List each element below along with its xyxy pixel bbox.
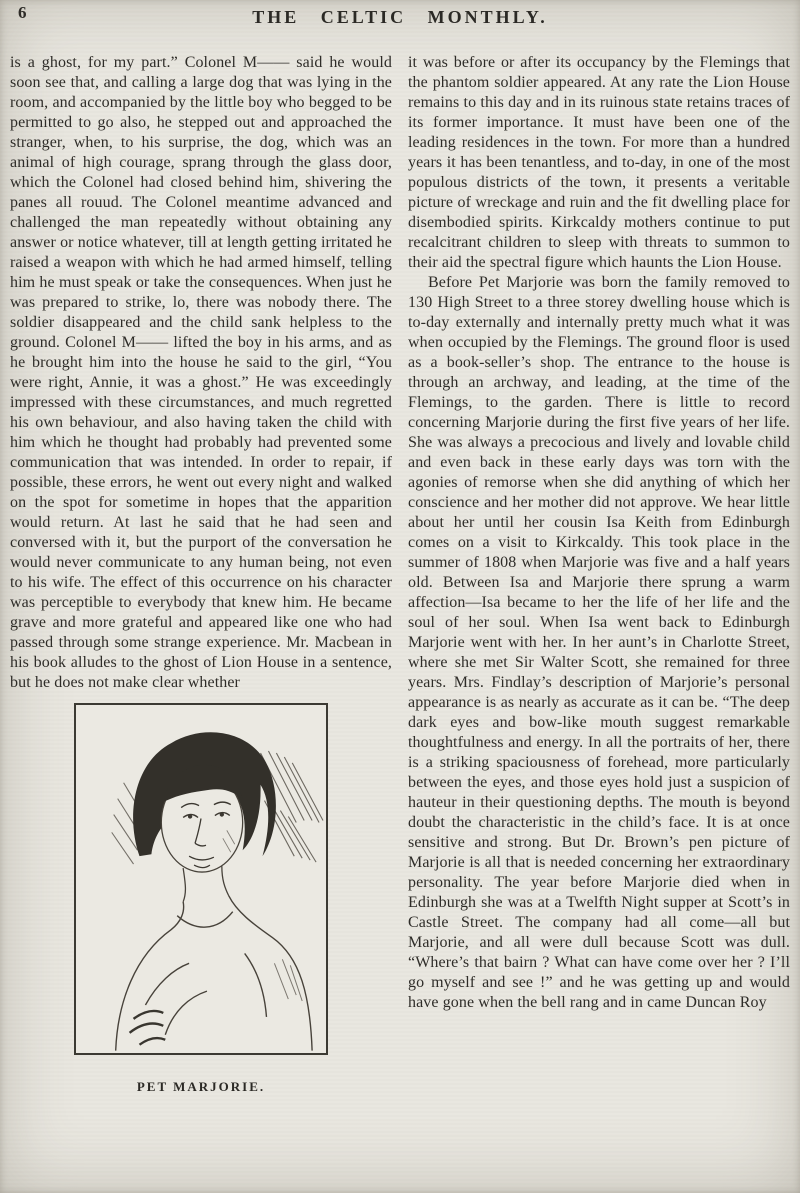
garment <box>116 896 312 1051</box>
pet-marjorie-portrait-sketch <box>76 705 326 1053</box>
right-pupil <box>220 812 224 816</box>
masthead <box>0 0 800 51</box>
page-title: THE CELTIC MONTHLY. <box>252 7 548 27</box>
left-column-paragraph: is a ghost, for my part.” Colonel M—— said he would soon see that, and calling a large dog that was lying in the room, and accompanied by the little boy who begged to be permitted to go also, he stepped out and approached the stranger, when, to his surprise, the dog, which was an animal of high courage, sprang through the glass door, which the Colonel had closed behind him, shivering the panes all rouud. The Colonel meantime advanced and challenged the man repeatedly without obtaining any answer or notice whatever, till at length getting irritated he raised a weapon with which he had armed himself, telling him he must speak or take the consequences. When just he was prepared to strike, lo, there was nobody there. The soldier disappeared and the child sank helpless to the ground. Colonel M—— lifted the boy in his arms, and as he brought him into the house he said to the girl, “You were right, Annie, it was a ghost.” He was exceedingly impressed with these circumstances, and much regretted his own behaviour, and also having taken the child with him which he thought had probably had prevented some communication that was intended. In order to repair, if possible, these errors, he went out every night and walked on the spot for sometime in hopes that the apparition would return. At last he said that he had seen and conversed with it, but the purport of the conversation he would never communicate to any human being, not even to his wife. The effect of this occurrence on his character was perceptible to everybody that knew him. He became grave and more grateful and appeared like one who had passed through some strange experience. Mr. Macbean in his book alludes to the ghost of Lion House in a sentence, but he does not make clear whether <box>10 54 392 691</box>
garment-hatching <box>274 959 302 1001</box>
figure-caption: PET MARJORIE. <box>136 1079 266 1094</box>
portrait-frame <box>74 703 328 1055</box>
fold-scribbles <box>130 1011 166 1045</box>
right-column-paragraph-2: Before Pet Marjorie was born the family removed to 130 High Street to a three storey dwelling house which is to-day externally and internally pretty much what it was when occupied by the Flemings. The ground floor is used as a book-seller’s shop. The entrance to the house is through an archway, and leading, at the time of the Flemings, to the garden. There is little to record concerning Marjorie during the first five years of her life. She was always a precocious and lively and lovable child and even back in these early days was torn with the agonies of remorse when she did anything of which her conscience and her mother did not approve. We hear little about her until her cousin Isa Keith from Edinburgh comes on a visit to Kirkcaldy. This took place in the summer of 1808 when Marjorie was five and a half years old. Between Isa and Marjorie there sprung a warm affection—Isa became to her the life of her life and the soul of her soul. When Isa went back to Edinburgh Marjorie went with her. In her aunt’s in Charlotte Street, where she met Sir Walter Scott, she remained for three years. Mrs. Findlay’s description of Marjorie’s personal appearance is as nearly as accurate as it can be. “The deep dark eyes and bow-like mouth suggest remarkable thoughtfulness and energy. In all the portraits of her, there is a striking spaciousness of forehead, more particularly between the eyes, and those eyes hold just a suspicion of hauteur in their questioning depths. The mouth is beyond doubt the characteristic in the child’s face. It is at once sensitive and strong. But Dr. Brown’s pen picture of Marjorie is all that is needed concerning her extraordinary personality. The year before Marjorie died when in Edinburgh she was at a Twelfth Night supper at Scott’s in Castle Street. The company had all come—all but Marjorie, and all were dull because Scott was dull. “Where’s that bairn ? What can have come over her ? I’ll go myself and see !” and he was getting up and would have gone when the bell rang and in came Duncan Roy <box>408 274 790 1011</box>
left-pupil <box>188 814 192 818</box>
left-column <box>10 53 392 1097</box>
page-number: 6 <box>18 3 27 22</box>
right-column-paragraph-1: it was before or after its occupancy by the Flemings that the phantom soldier appeared. At any rate the Lion House remains to this day and in its ruinous state retains traces of its former importance. It must have been one of the leading residences in the town. For more than a hundred years it has been tenantless, and to-day, in one of the most populous districts of the town, it presents a veritable picture of wreckage and ruin and the fit dwelling place for disembodied spirits. Kirkcaldy mothers continue to put recalcitrant children to sleep with threats to summon to their aid the spectral figure which haunts the Lion House. <box>408 54 790 271</box>
pet-marjorie-figure <box>10 703 392 1097</box>
text-columns <box>0 51 800 1097</box>
right-column <box>408 53 790 1097</box>
